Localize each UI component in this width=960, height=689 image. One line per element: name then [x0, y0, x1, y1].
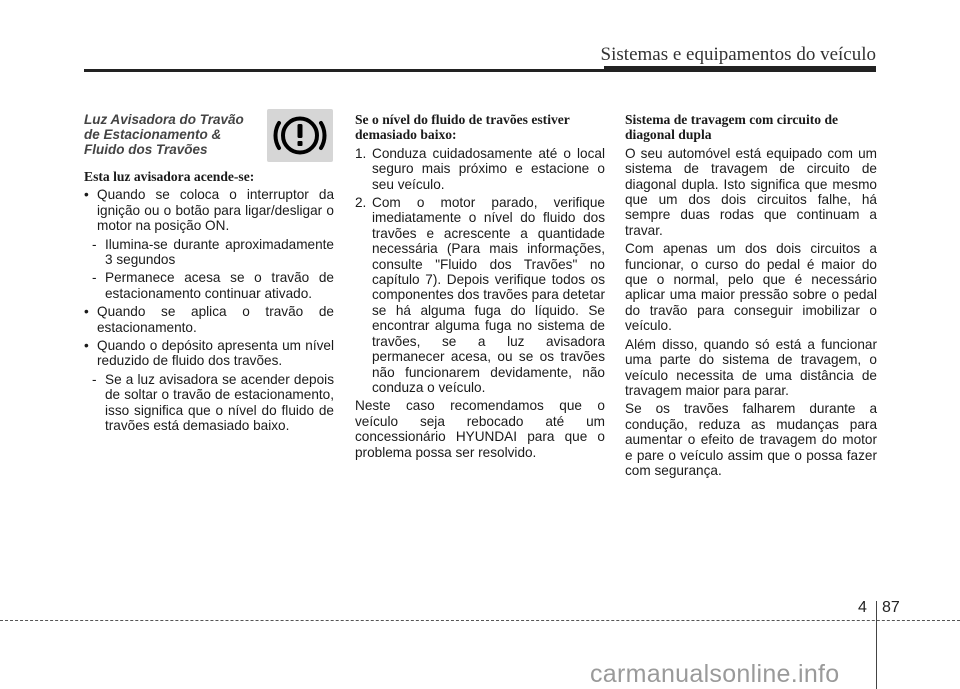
subhead-low-fluid: Se o nível do fluido de travões estiver demasiado baixo: [355, 112, 570, 143]
page-number: 87 [882, 599, 900, 616]
column-parking-brake-warning [84, 112, 334, 434]
step-1-number: 1. [355, 145, 367, 161]
section-title: Luz Avisadora do Travão de Estacionamento & Fluido dos Travões [84, 112, 244, 157]
step-2-text: Com o motor parado, verifique imediatamente o nível do fluido dos travões e acrescente a quantidade necessária (Para mais informações, consulte "Fluido dos Travões" no capítulo 7). Depois verifique todos os componentes dos travões para detetar se há alguma fuga do líquido. Se encontrar alguma fuga no sistema de travões, se a luz avisadora permanecer acesa, ou se os travões não funcionarem devidamente, não conduza o veículo. [372, 195, 605, 395]
footer-divider [876, 601, 877, 689]
paragraph-3: Além disso, quando só está a funcionar uma parte do sistema de travagem, o veículo necessita de uma distância de travagem maior para parar. [625, 336, 877, 398]
step-1 [355, 146, 605, 192]
paragraph-1: O seu automóvel está equipado com um sistema de travagem de circuito de diagonal dupla. Isto significa que mesmo que um dos dois circuitos falhe, há sempre duas rodas que continuam a travar. [625, 145, 877, 238]
bullet-ignition-on: • Quando se coloca o interruptor da ignição ou o botão para ligar/desligar o motor na posição ON. [84, 187, 334, 233]
step-2 [355, 195, 605, 395]
dash-3-seconds: - Ilumina-se durante aproximadamente 3 segundos [84, 237, 334, 268]
bullet-low-fluid: • Quando o depósito apresenta um nível reduzido de fluido dos travões. [84, 338, 334, 369]
subhead-dual-circuit: Sistema de travagem com circuito de diagonal dupla [625, 112, 839, 143]
step-1-text: Conduza cuidadosamente até o local seguro mais próximo e estacione o seu veículo. [372, 145, 605, 192]
paragraph-2: Com apenas um dos dois circuitos a funcionar, o curso do pedal é maior do que o normal, pelo que é necessário aplicar uma maior pressão sobre o pedal do travão para conseguir imobilizar o veículo. [625, 241, 877, 334]
dash-stays-on: - Permanece acesa se o travão de estacionamento continuar ativado. [84, 270, 334, 301]
column-dual-circuit-brakes [625, 112, 877, 478]
subhead-lights-up: Esta luz avisadora acende-se: [84, 169, 255, 184]
recommendation-paragraph: Neste caso recomendamos que o veículo seja rebocado até um concessionário HYUNDAI para que o problema possa ser resolvido. [355, 398, 605, 460]
chapter-number: 4 [858, 599, 867, 616]
bullet-parking-brake-applied: • Quando se aplica o travão de estacionamento. [84, 304, 334, 335]
page-header-title: Sistemas e equipamentos do veículo [600, 44, 876, 65]
step-2-number: 2. [355, 195, 367, 211]
footer-rule [0, 620, 960, 621]
column-low-fluid-steps [355, 112, 605, 460]
dash-fluid-too-low: - Se a luz avisadora se acender depois de soltar o travão de estacionamento, isso significa que o nível do fluido de travões está demasiado baixo. [84, 372, 334, 434]
paragraph-4: Se os travões falharem durante a condução, reduza as mudanças para aumentar o efeito de travagem do motor e pare o veículo assim que o possa fazer com segurança. [625, 401, 877, 478]
watermark: carmanualsonline.info [590, 660, 840, 688]
header-rule-accent [604, 66, 876, 72]
